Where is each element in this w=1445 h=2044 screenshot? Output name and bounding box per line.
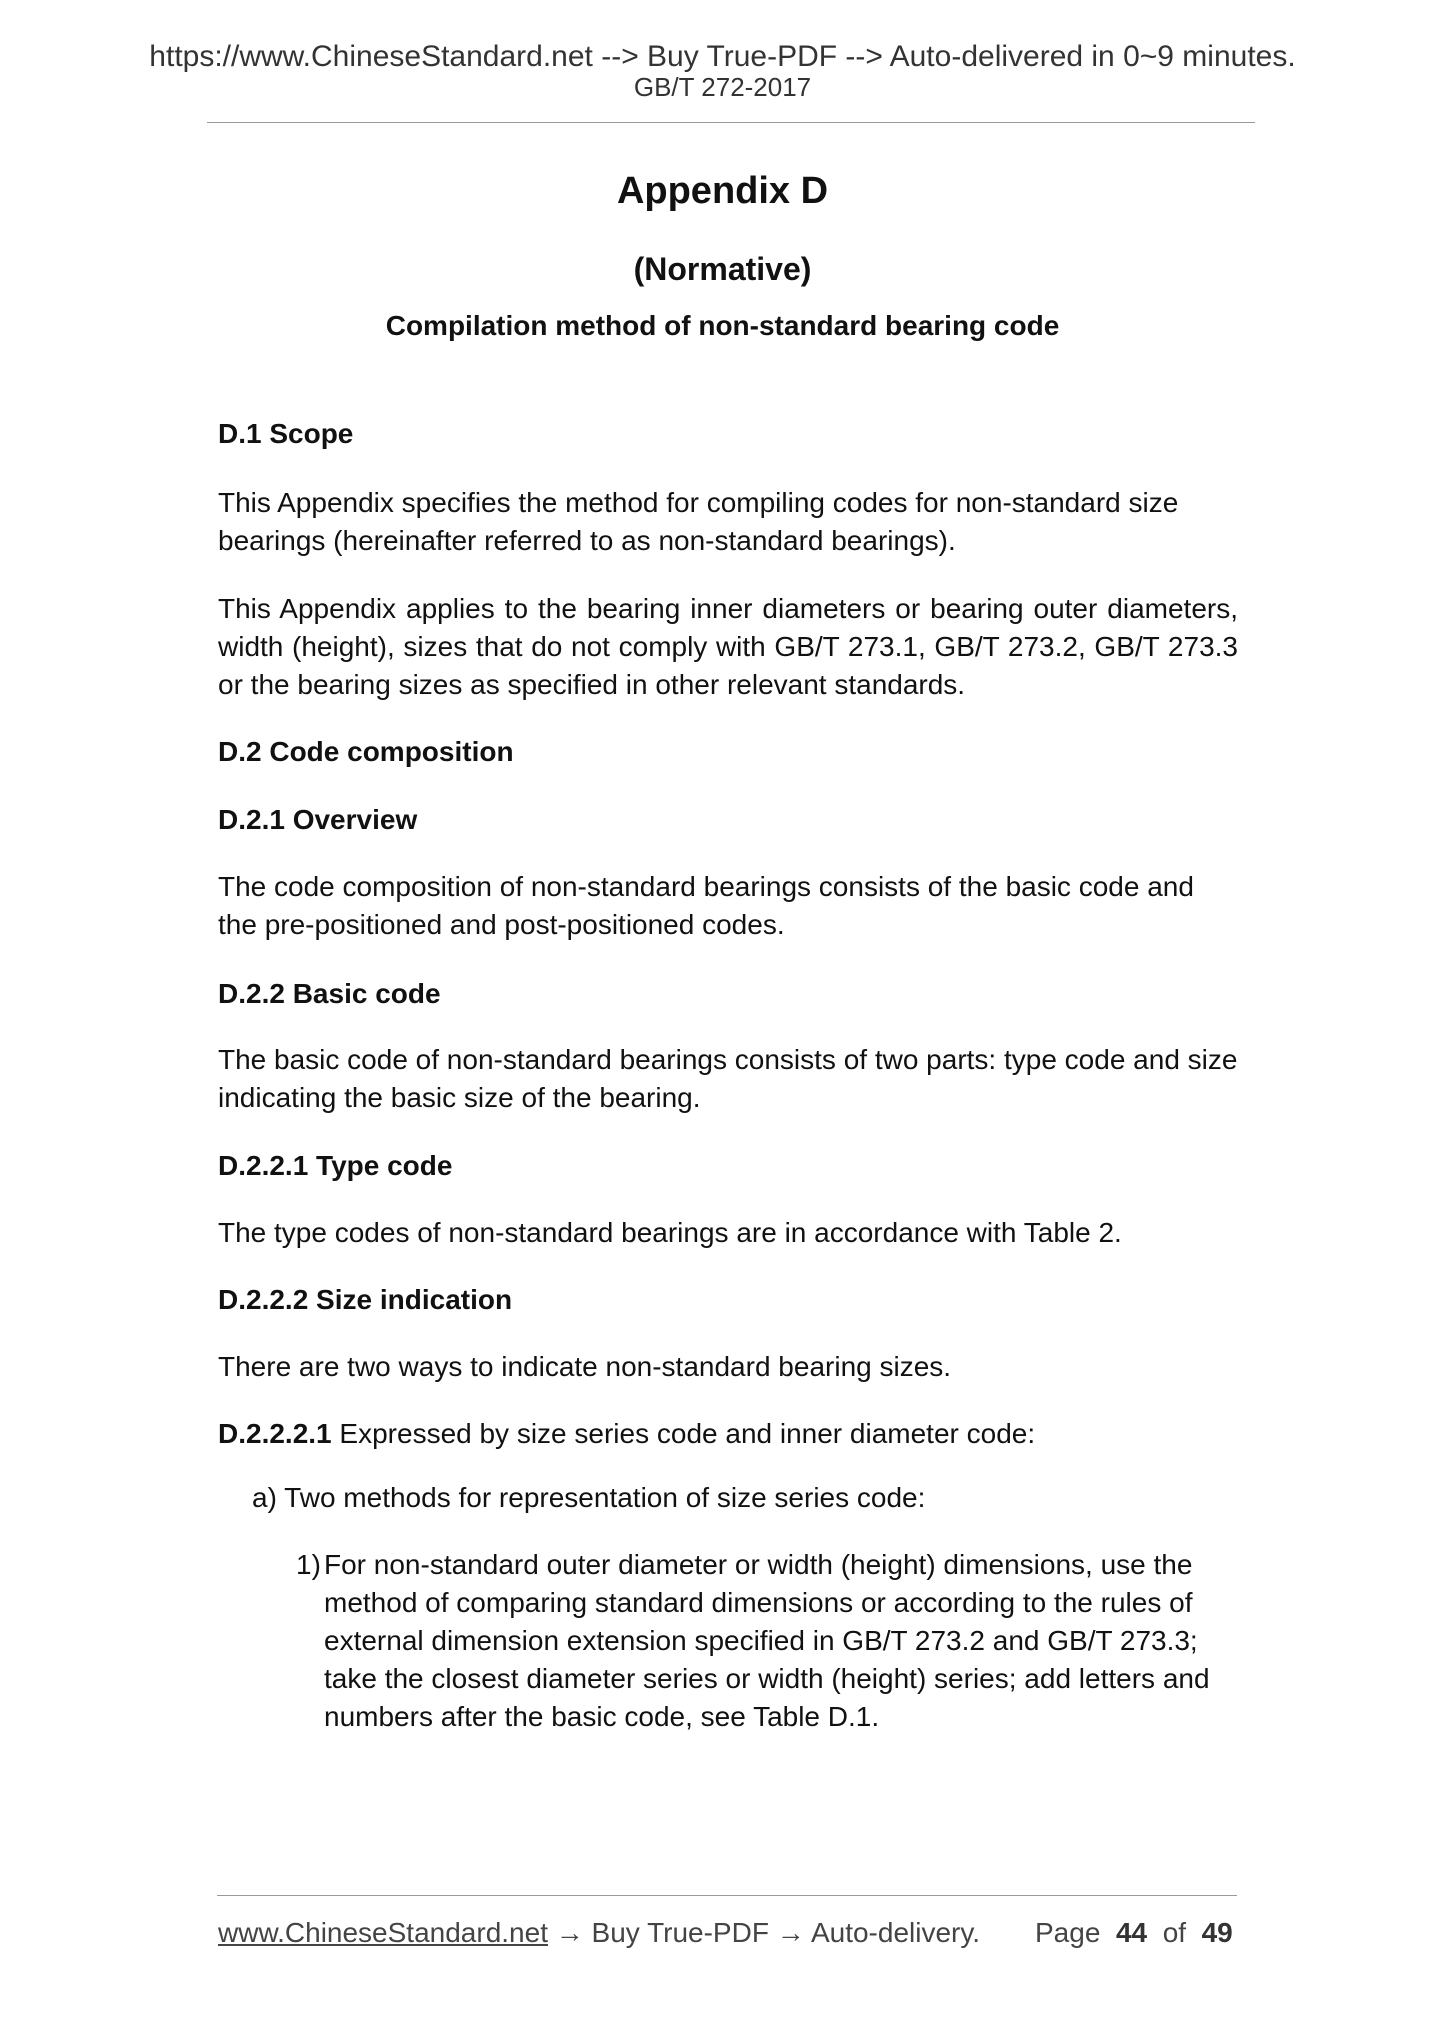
section-heading-d221: D.2.2.1 Type code [218, 1150, 453, 1181]
footer-arrow-2: → [768, 1917, 811, 1948]
standard-number: GB/T 272-2017 [633, 72, 812, 102]
appendix-title: Appendix D [616, 170, 829, 212]
list-item-1-text: For non-standard outer diameter or width (height) dimensions, use the method of comparing standard dimensions or according to the rules of external dimension extension specified in GB/T 273.2 and GB/T 273.3; take the closest diameter series or width (height) series; add letters and numbers after the basic code, see Table D.1. [324, 1549, 1210, 1732]
page-total: 49 [1201, 1917, 1233, 1948]
section-heading-d22: D.2.2 Basic code [218, 978, 441, 1009]
header-divider [207, 122, 1255, 123]
page-of-label: of [1162, 1917, 1187, 1948]
paragraph-d1-2: This Appendix applies to the bearing inner diameters or bearing outer diameters, width (height), sizes that do not comply with GB/T 273.1, GB/T 273.2, GB/T 273.3 or the bearing sizes as specified in other relevant standards. [218, 593, 1238, 700]
appendix-nature: (Normative) [633, 251, 812, 287]
page-number: 44 [1115, 1917, 1148, 1948]
paragraph-d22: The basic code of non-standard bearings consists of two parts: type code and size indicating the basic size of the bearing. [218, 1044, 1238, 1113]
footer-left [218, 1917, 980, 1949]
page-label: Page [1035, 1917, 1101, 1948]
list-item-1 [296, 1546, 1242, 1736]
appendix-subtitle: Compilation method of non-standard bearing code [385, 310, 1060, 341]
footer-delivery-text: Auto-delivery. [810, 1917, 981, 1948]
paragraph-d221: The type codes of non-standard bearings are in accordance with Table 2. [218, 1217, 1122, 1248]
clause-text-d2221: Expressed by size series code and inner diameter code: [331, 1418, 1036, 1449]
list-item-a: a) Two methods for representation of size series code: [252, 1482, 926, 1513]
footer-link[interactable]: www.ChineseStandard.net [218, 1917, 548, 1948]
section-heading-d222: D.2.2.2 Size indication [218, 1284, 513, 1315]
top-banner: https://www.ChineseStandard.net --> Buy True-PDF --> Auto-delivered in 0~9 minutes. [149, 40, 1296, 73]
footer-divider [217, 1895, 1237, 1896]
footer-buy-text: Buy True-PDF [591, 1917, 769, 1948]
section-heading-d21: D.2.1 Overview [218, 804, 418, 835]
page-indicator [1035, 1917, 1233, 1949]
paragraph-d222: There are two ways to indicate non-standard bearing sizes. [218, 1351, 952, 1382]
paragraph-d1-1: This Appendix specifies the method for compiling codes for non-standard size bearings (hereinafter referred to as non-standard bearings). [218, 487, 1179, 556]
paragraph-d21: The code composition of non-standard bearings consists of the basic code and the pre-positioned and post-positioned codes. [218, 871, 1194, 940]
clause-label-d2221: D.2.2.2.1 [218, 1418, 332, 1449]
footer-arrow-1: → [547, 1917, 592, 1948]
list-item-1-number: 1) [296, 1549, 321, 1580]
paragraph-d2221 [218, 1415, 1238, 1453]
section-heading-d1: D.1 Scope [218, 418, 354, 449]
section-heading-d2: D.2 Code composition [218, 736, 514, 767]
